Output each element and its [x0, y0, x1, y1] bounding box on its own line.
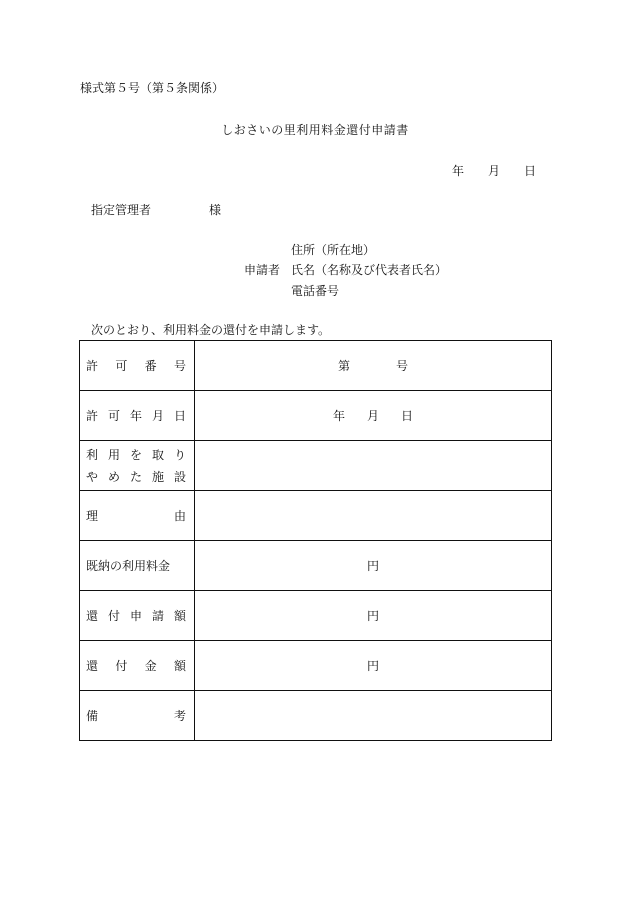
remarks-label: 備 考 — [80, 691, 195, 741]
remarks-field[interactable] — [195, 691, 552, 741]
addressee — [91, 203, 221, 217]
permit-number-label: 許 可 番 号 — [80, 341, 195, 391]
refund-amount-field[interactable] — [195, 641, 552, 691]
table-row — [80, 341, 552, 391]
table-row — [80, 391, 552, 441]
paid-fee-field[interactable] — [195, 541, 552, 591]
refund-amount-label: 還 付 金 額 — [80, 641, 195, 691]
date-line — [452, 164, 536, 178]
refund-amount-yen: 円 — [366, 659, 379, 673]
table-row — [80, 641, 552, 691]
addressee-name: 指定管理者 — [91, 203, 152, 217]
refund-request-yen: 円 — [366, 609, 379, 623]
date-month-label: 月 — [488, 164, 501, 178]
application-table — [79, 340, 552, 741]
table-row — [80, 491, 552, 541]
reason-label: 理 由 — [80, 491, 195, 541]
form-number: 様式第５号（第５条関係） — [80, 81, 225, 95]
permit-date-day: 日 — [401, 409, 414, 423]
permit-date-field[interactable] — [195, 391, 552, 441]
permit-number-suffix: 号 — [396, 359, 409, 373]
paid-fee-yen: 円 — [366, 559, 379, 573]
permit-date-label: 許 可 年 月 日 — [80, 391, 195, 441]
document-title: しおさいの里利用料金還付申請書 — [221, 123, 409, 137]
refund-request-amount-label: 還 付 申 請 額 — [80, 591, 195, 641]
permit-date-year: 年 — [332, 409, 345, 423]
table-row — [80, 541, 552, 591]
permit-number-field[interactable] — [195, 341, 552, 391]
applicant-phone-label: 電話番号 — [291, 284, 340, 298]
permit-number-prefix: 第 — [337, 359, 350, 373]
applicant-label: 申請者 — [244, 263, 281, 277]
permit-date-month: 月 — [366, 409, 379, 423]
refund-request-amount-field[interactable] — [195, 591, 552, 641]
applicant-address-label: 住所（所在地） — [291, 243, 376, 257]
cancelled-facility-label: 利 用 を 取 り や め た 施 設 — [80, 441, 195, 491]
date-day-label: 日 — [524, 164, 537, 178]
paid-fee-label: 既納の利用料金 — [80, 541, 195, 591]
reason-field[interactable] — [195, 491, 552, 541]
table-row — [80, 691, 552, 741]
table-row — [80, 441, 552, 491]
intro-text: 次のとおり、利用料金の還付を申請します。 — [91, 323, 331, 337]
date-year-label: 年 — [452, 164, 465, 178]
applicant-name-label: 氏名（名称及び代表者氏名） — [291, 263, 448, 277]
cancelled-facility-field[interactable] — [195, 441, 552, 491]
addressee-honorific: 様 — [209, 203, 222, 217]
table-row — [80, 591, 552, 641]
